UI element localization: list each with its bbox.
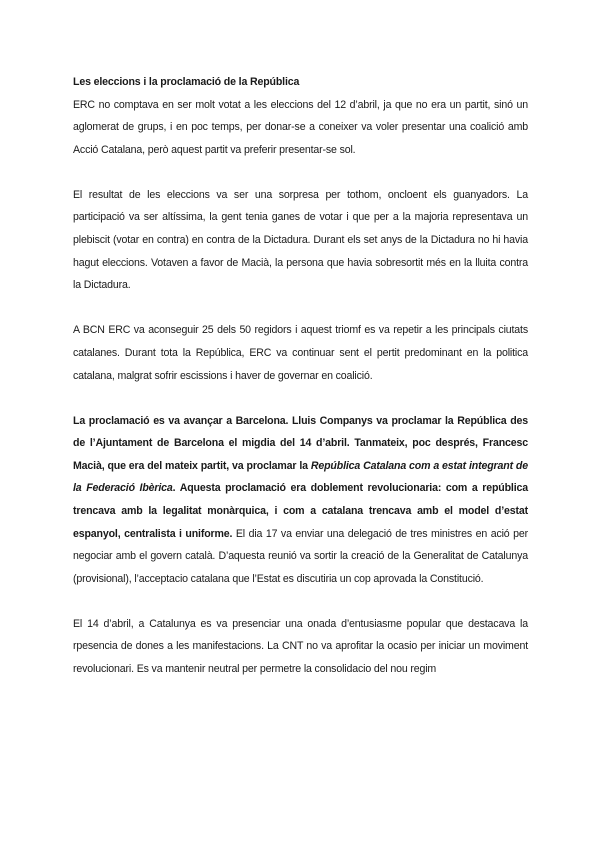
proclamation-normal-text: El dia 17 va enviar una delegació de tres ministres en ació per negociar amb el govern català. D’aquesta reunió va sortir la creació de la Generalitat de Catalunya (provisional), l’acceptacio catalana que l’Estat es discutiria un cop aprovada la Constitució.: [73, 527, 528, 585]
proclamation-bold-text-2: . Aquesta proclamació era doblement revolucionaria: com a república trencava amb la legalitat monàrquica, i com a catalana trencava amb el model d’estat espanyol, centralista i uniforme.: [73, 482, 528, 540]
paragraph-erc-coalition: ERC no comptava en ser molt votat a les eleccions del 12 d’abril, ja que no era un partit, sinó un aglomerat de grups, i en poc temps, per donar-se a coneixer va voler presentar una coalició amb Acció Catalana, però aquest partit va preferir presentar-se sol.: [73, 98, 528, 156]
section-heading: Les eleccions i la proclamació de la República: [73, 76, 300, 88]
paragraph-bcn-results: A BCN ERC va aconseguir 25 dels 50 regidors i aquest triomf es va repetir a les principals ciutats catalanes. Durant tota la República, ERC va continuar sent el pertit predominant en la politica catalana, malgrat sofrir escissions i haver de governar en coalició.: [73, 324, 528, 382]
proclamation-bold-text: La proclamació es va avançar a Barcelona. Lluis Companys va proclamar la República des de l’Ajuntament de Barcelona el migdia del 14 d’abril. Tanmateix, poc després, Francesc Macià, que era del mateix partit, va proclamar la: [73, 414, 528, 472]
paragraph-election-results: El resultat de les eleccions va ser una sorpresa per tothom, oncloent els guanyadors. La participació va ser altíssima, la gent tenia ganes de votar i que per a la majoria representava un plebiscit (votar en contra) en contra de la Dictadura. Durant els set anys de la Dictadura no hi havia hagut eleccions. Votaven a favor de Macià, la persona que havia sobresortit més en la lluita contra la Dictadura.: [73, 188, 528, 292]
paragraph-april-14: El 14 d’abril, a Catalunya es va presenciar una onada d’entusiasme popular que destacava la rpesencia de dones a les manifestacions. La CNT no va aprofitar la ocasio per iniciar un moviment revolucionari. Es va mantenir neutral per permetre la consolidacio del nou regim: [73, 617, 528, 676]
paragraph-proclamation: [73, 410, 528, 591]
proclamation-bold-italic-text: República Catalana com a estat integrant de la Federació Ibèrica: [73, 459, 528, 495]
document-page: [73, 71, 528, 703]
